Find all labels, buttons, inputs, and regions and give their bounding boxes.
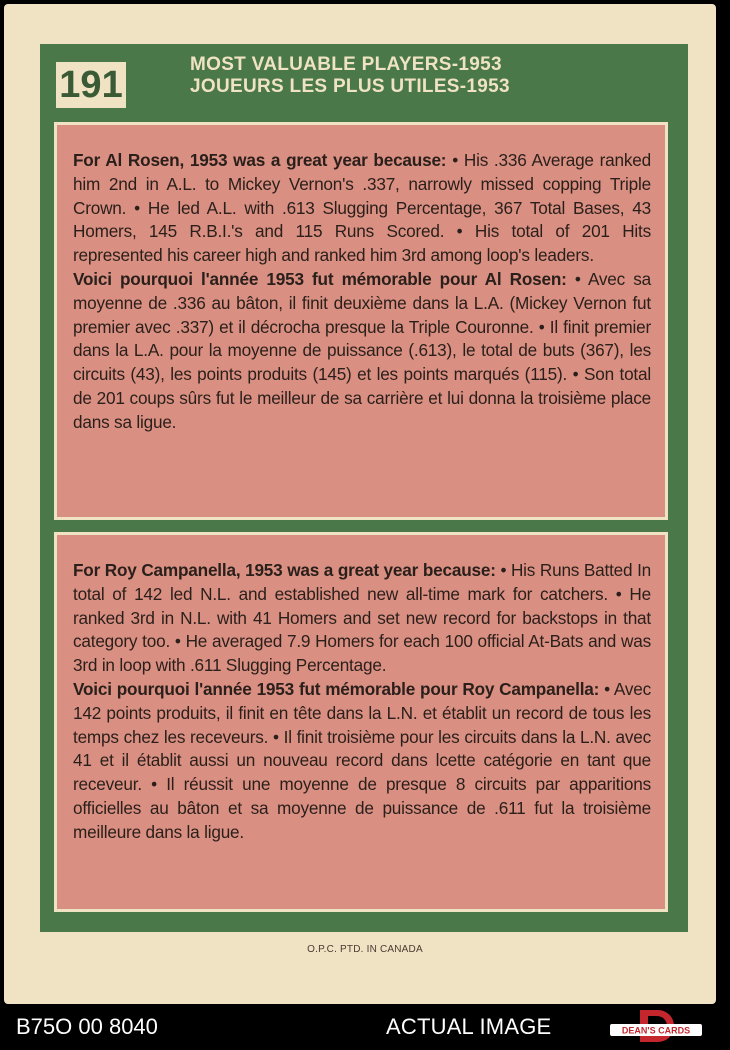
deans-cards-logo: [610, 1008, 702, 1048]
card-number: 191: [56, 62, 126, 108]
campanella-body-en: • His Runs Batted In total of 142 led N.L. and established new all-time mark for catchers. • He ranked 3rd in N.L. with 41 Homers and set new record for backstops in that category too. • He averaged 7.9 Homers for each 100 official At-Bats and was 3rd in loop with .611 Slugging Percentage.: [73, 560, 651, 676]
card-title: [190, 54, 610, 98]
actual-image-label: ACTUAL IMAGE: [386, 1014, 552, 1039]
logo-text: DEAN'S CARDS: [621, 1025, 691, 1036]
rosen-heading-en: For Al Rosen, 1953 was a great year because:: [73, 150, 447, 170]
rosen-body-en: • His .336 Average ranked him 2nd in A.L. to Mickey Vernon's .337, narrowly missed copping Triple Crown. • He led A.L. with .613 Slugging Percentage, 367 Total Bases, 43 Homers, 145 R.B.I.'s and 115 Runs Scored. • His total of 201 Hits represented his career high and ranked him 3rd among loop's leaders.: [73, 150, 651, 266]
title-french: JOUEURS LES PLUS UTILES-1953: [190, 76, 510, 97]
rosen-heading-fr: Voici pourquoi l'année 1953 fut mémorable pour Al Rosen:: [73, 268, 567, 289]
campanella-heading-fr: Voici pourquoi l'année 1953 fut mémorable pour Roy Campanella:: [73, 678, 600, 699]
printer-credit: O.P.C. PTD. IN CANADA: [307, 944, 423, 955]
campanella-text: [73, 559, 651, 845]
campanella-heading-en: For Roy Campanella, 1953 was a great year because:: [73, 560, 496, 580]
rosen-text: [73, 149, 651, 435]
title-english: MOST VALUABLE PLAYERS-1953: [190, 54, 502, 75]
sku-label: B75O 00 8040: [16, 1014, 158, 1039]
campanella-body-fr: • Avec 142 points produits, il finit en tête dans la L.N. et établit un record de tous les temps chez les receveurs. • Il finit troisième pour les circuits dans la L.N. avec 41 et il établit aussi un nouveau record dans lcette catégorie en tant que receveur. • Il réussit une moyenne de presque 8 circuits par apparitions officielles au bâton et sa moyenne de puissance de .611 fut la troisième meilleure dans la ligue.: [73, 678, 651, 842]
rosen-body-fr: • Avec sa moyenne de .336 au bâton, il finit deuxième dans la L.A. (Mickey Vernon fut premier avec .337) et il décrocha presque la Triple Couronne. • Il finit premier dans la L.A. pour la moyenne de puissance (.613), le total de buts (367), les circuits (43), les points produits (145) et les points marqués (115). • Son total de 201 coups sûrs fut le meilleur de sa carrière et lui donna la troisième place dans sa ligue.: [73, 268, 651, 432]
campanella-panel: [54, 532, 668, 912]
rosen-panel: [54, 122, 668, 520]
card-header: [40, 46, 680, 114]
